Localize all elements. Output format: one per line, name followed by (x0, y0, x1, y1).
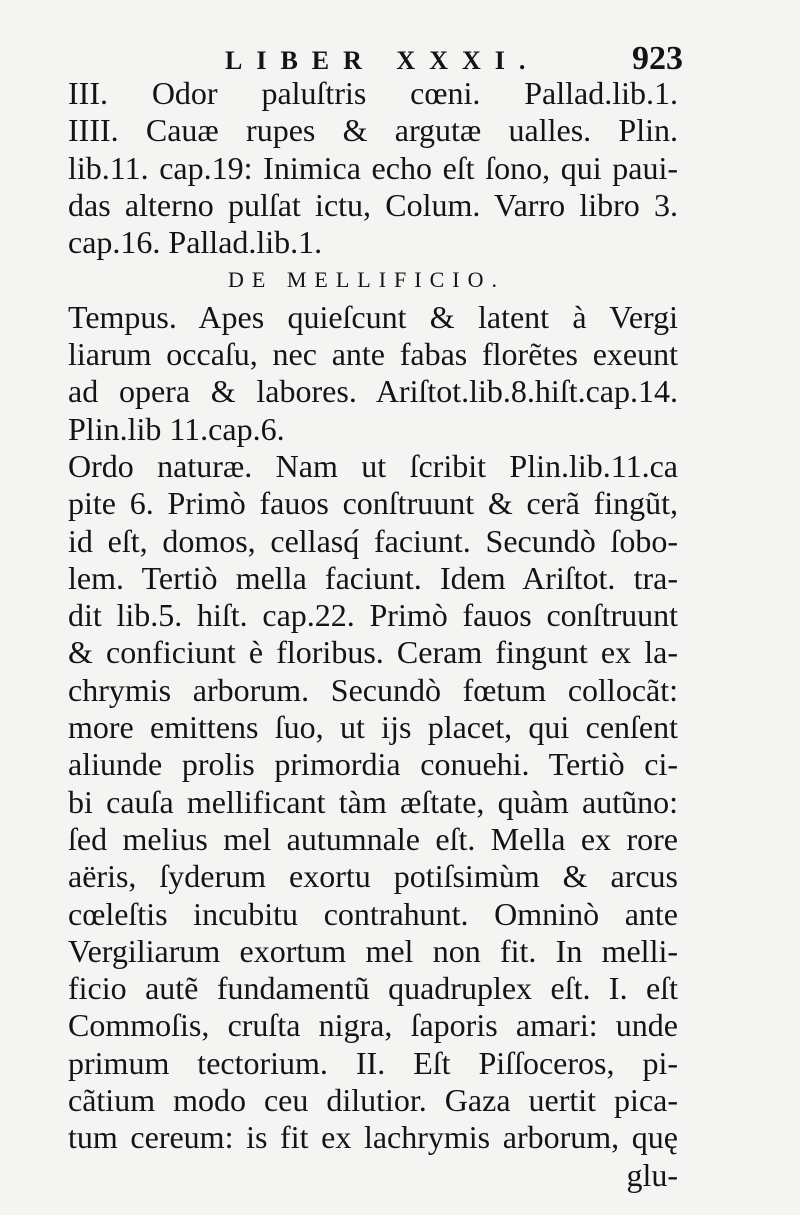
text-line: Ordo naturæ. Nam ut ſcribit Plin.lib.11.ca (68, 447, 678, 484)
text-line: III. Odor paluſtris cœni. Pallad.lib.1. (68, 75, 678, 111)
text-line: bi cauſa mellificant tàm æſtate, quàm autũno: (68, 783, 678, 820)
text-line: lem. Tertiò mella faciunt. Idem Ariſtot. tra- (68, 559, 678, 596)
text-line: cœleſtis incubitu contrahunt. Omninò ante (68, 895, 678, 932)
text-line: chrymis arborum. Secundò fœtum collocãt: (68, 671, 678, 708)
catchword: glu- (626, 1156, 678, 1193)
text-line: aëris, ſyderum exortu potiſsimùm & arcus (68, 858, 678, 895)
text-line: aliunde prolis primordia conuehi. Tertiò ci- (68, 746, 678, 783)
section-heading: DE MELLIFICIO. (228, 267, 505, 293)
text-line: pite 6. Primò fauos conſtruunt & cerã fingũt, (68, 485, 678, 522)
text-line: ad opera & labores. Ariſtot.lib.8.hiſt.cap.14. (68, 373, 678, 410)
running-title: LIBER XXXI. (225, 46, 540, 75)
text-line: & conficiunt è floribus. Ceram fingunt ex la- (68, 634, 678, 671)
text-line: tum cereum: is fit ex lachrymis arborum, quę (68, 1119, 678, 1156)
text-line: cap.16. Pallad.lib.1. (68, 224, 323, 261)
text-line: primum tectorium. II. Eſt Piſſoceros, pi- (68, 1044, 678, 1081)
text-line: Tempus. Apes quieſcunt & latent à Vergi (68, 298, 678, 335)
page-body (68, 75, 678, 1194)
text-block-mellificio (68, 299, 678, 1194)
text-block-intro (68, 75, 678, 261)
text-line: liarum occaſu, nec ante fabas florẽtes exeunt (68, 336, 678, 373)
page-number: 923 (632, 40, 683, 77)
text-line: Commoſis, cruſta nigra, ſaporis amari: unde (68, 1007, 678, 1044)
text-line: IIII. Cauæ rupes & argutæ ualles. Plin. (68, 112, 678, 149)
text-line: id eſt, domos, cellasq́ faciunt. Secundò ſobo- (68, 522, 678, 559)
text-line: Plin.lib 11.cap.6. (68, 410, 285, 447)
text-line: lib.11. cap.19: Inimica echo eſt ſono, qui paui- (68, 149, 678, 186)
text-line: cãtium modo ceu dilutior. Gaza uertit pica- (68, 1082, 678, 1119)
text-line: das alterno pulſat ictu, Colum. Varro libro 3. (68, 186, 678, 223)
page-header (0, 40, 800, 80)
text-line: dit lib.5. hiſt. cap.22. Primò fauos conſtruunt (68, 597, 678, 634)
text-line: ficio autẽ fundamentũ quadruplex eſt. I. eſt (68, 970, 678, 1007)
text-line: more emittens ſuo, ut ijs placet, qui cenſent (68, 709, 678, 746)
text-line: ſed melius mel autumnale eſt. Mella ex rore (68, 820, 678, 857)
text-line: Vergiliarum exortum mel non fit. In melli- (68, 932, 678, 969)
